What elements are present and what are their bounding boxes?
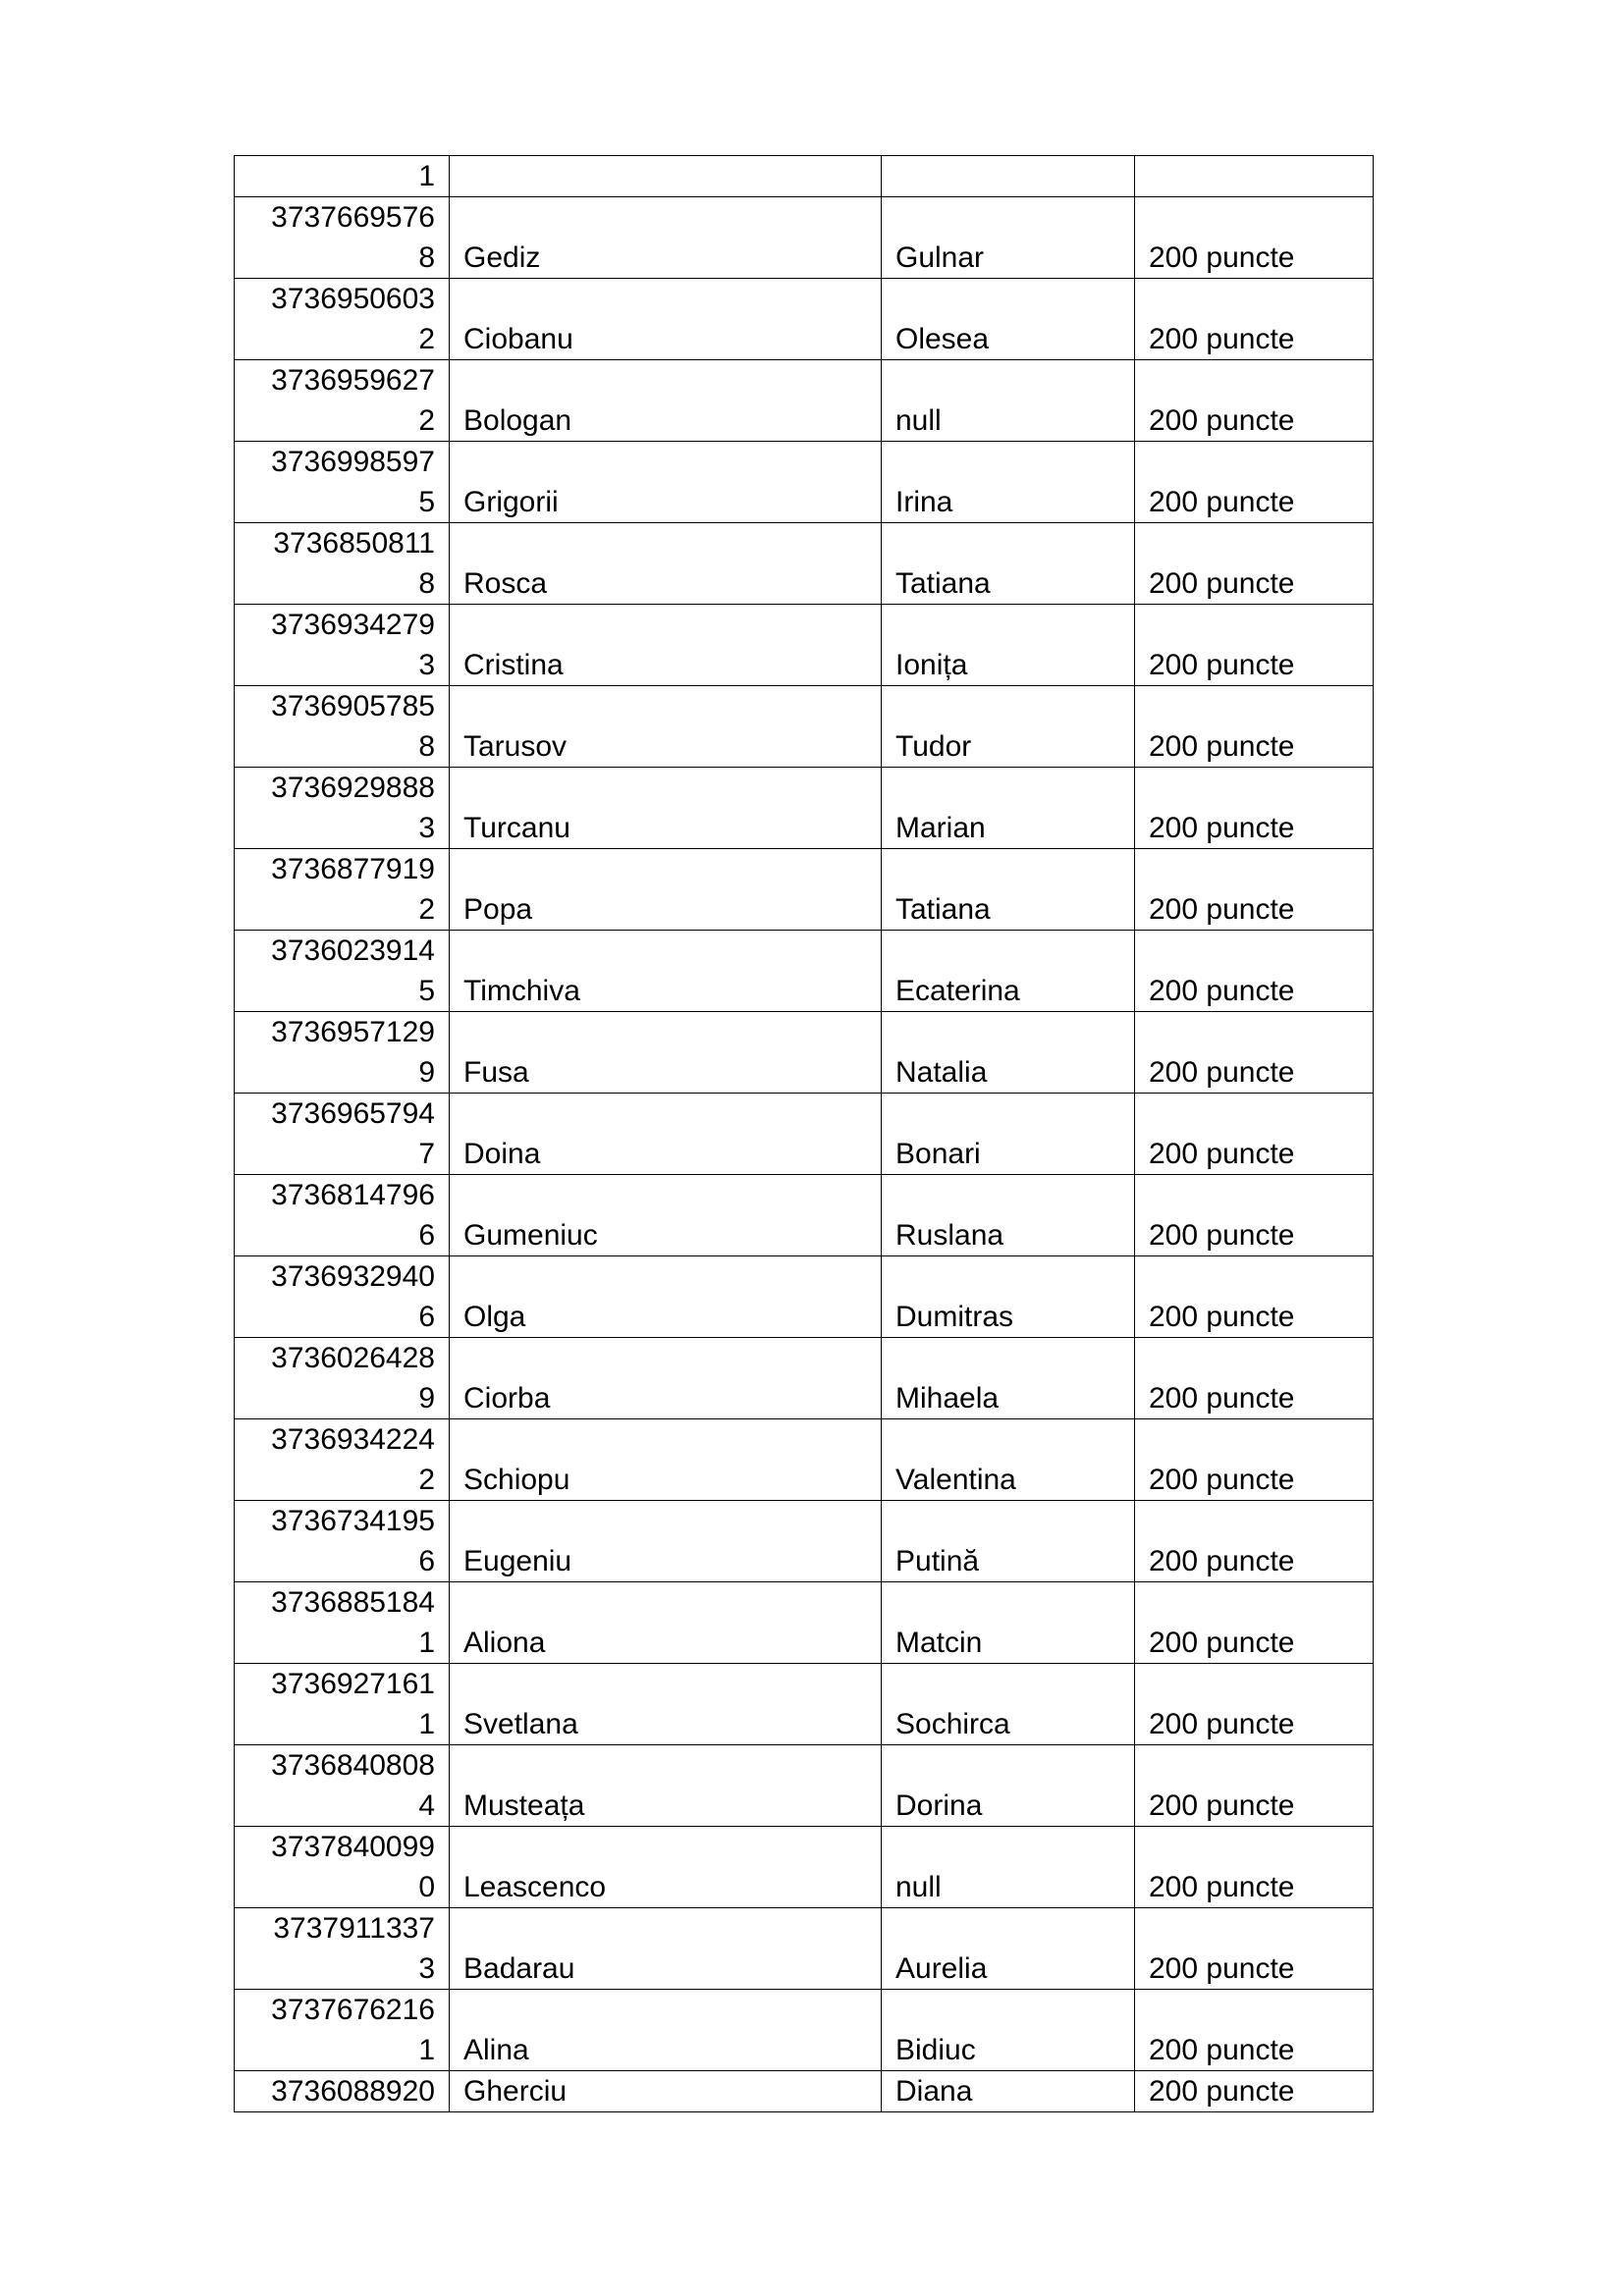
table-row — [235, 1827, 1374, 1908]
last-name-cell: Ciobanu — [450, 279, 882, 360]
last-name-cell: Doina — [450, 1094, 882, 1175]
first-name-cell: Tudor — [882, 686, 1135, 768]
phone-cell — [235, 523, 450, 605]
phone-part-2: 5 — [418, 975, 435, 1007]
table-row — [235, 1256, 1374, 1338]
table-row — [235, 1990, 1374, 2071]
phone-part-1: 3736927161 — [271, 1668, 435, 1700]
phone-part-2: 1 — [418, 1627, 435, 1659]
first-name-cell: Irina — [882, 442, 1135, 523]
points-cell: 200 puncte — [1135, 1094, 1374, 1175]
phone-part-1: 3736905785 — [271, 690, 435, 722]
points-cell — [1135, 156, 1374, 197]
first-name-cell: null — [882, 360, 1135, 442]
phone-cell — [235, 605, 450, 686]
phone-part-1: 3736885184 — [271, 1586, 435, 1619]
phone-part-1: 3736734195 — [271, 1505, 435, 1537]
phone-cell — [235, 197, 450, 279]
points-cell: 200 puncte — [1135, 1419, 1374, 1501]
last-name-cell: Gediz — [450, 197, 882, 279]
phone-part-1: 3736950603 — [271, 283, 435, 315]
phone-cell — [235, 849, 450, 931]
first-name-cell: Diana — [882, 2071, 1135, 2112]
phone-cell — [235, 1175, 450, 1256]
table-row — [235, 1664, 1374, 1745]
phone-part-1: 3736023914 — [271, 934, 435, 967]
phone-part-2: 3 — [418, 1952, 435, 1985]
table-row — [235, 1338, 1374, 1419]
phone-part-2: 5 — [418, 486, 435, 518]
phone-cell — [235, 1582, 450, 1664]
phone-cell — [235, 931, 450, 1012]
phone-cell — [235, 1664, 450, 1745]
phone-part-2: 3 — [418, 812, 435, 844]
first-name-cell: null — [882, 1827, 1135, 1908]
phone-cell — [235, 1908, 450, 1990]
first-name-cell: Tatiana — [882, 523, 1135, 605]
table-row — [235, 442, 1374, 523]
phone-part-2: 2 — [418, 893, 435, 926]
last-name-cell: Popa — [450, 849, 882, 931]
phone-part-2: 9 — [418, 1056, 435, 1089]
points-cell: 200 puncte — [1135, 442, 1374, 523]
last-name-cell: Aliona — [450, 1582, 882, 1664]
phone-part-2: 2 — [418, 404, 435, 437]
first-name-cell: Dumitras — [882, 1256, 1135, 1338]
phone-cell — [235, 1256, 450, 1338]
phone-part-2: 8 — [418, 730, 435, 763]
first-name-cell: Mihaela — [882, 1338, 1135, 1419]
phone-part-1: 3736026428 — [271, 1342, 435, 1374]
first-name-cell: Ionița — [882, 605, 1135, 686]
phone-cell — [235, 1827, 450, 1908]
last-name-cell — [450, 156, 882, 197]
phone-part-2: 0 — [418, 1871, 435, 1903]
table-row — [235, 1908, 1374, 1990]
phone-part-2: 9 — [418, 1382, 435, 1415]
first-name-cell: Bonari — [882, 1094, 1135, 1175]
first-name-cell: Ruslana — [882, 1175, 1135, 1256]
phone-part-1: 3736840808 — [271, 1749, 435, 1782]
points-cell: 200 puncte — [1135, 1256, 1374, 1338]
points-cell: 200 puncte — [1135, 1664, 1374, 1745]
points-cell: 200 puncte — [1135, 1582, 1374, 1664]
table-row — [235, 605, 1374, 686]
last-name-cell: Alina — [450, 1990, 882, 2071]
last-name-cell: Rosca — [450, 523, 882, 605]
table-row — [235, 931, 1374, 1012]
points-cell: 200 puncte — [1135, 1012, 1374, 1094]
table-row — [235, 2071, 1374, 2112]
last-name-cell: Svetlana — [450, 1664, 882, 1745]
table-row — [235, 1012, 1374, 1094]
phone-part-1: 3737669576 — [271, 201, 435, 234]
phone-part-1: 3737676216 — [271, 1994, 435, 2026]
last-name-cell: Turcanu — [450, 768, 882, 849]
phone-cell — [235, 1012, 450, 1094]
phone-cell — [235, 686, 450, 768]
phone-part-1: 3737840099 — [271, 1831, 435, 1863]
first-name-cell: Putină — [882, 1501, 1135, 1582]
points-cell: 200 puncte — [1135, 360, 1374, 442]
phone-cell — [235, 360, 450, 442]
first-name-cell: Gulnar — [882, 197, 1135, 279]
first-name-cell: Matcin — [882, 1582, 1135, 1664]
points-cell: 200 puncte — [1135, 197, 1374, 279]
phone-part-2: 6 — [418, 1545, 435, 1577]
phone-part-1: 3736877919 — [271, 853, 435, 885]
table-row — [235, 849, 1374, 931]
last-name-cell: Gherciu — [450, 2071, 882, 2112]
last-name-cell: Olga — [450, 1256, 882, 1338]
phone-cell: 3736088920 — [235, 2071, 450, 2112]
phone-part-2: 8 — [418, 241, 435, 274]
phone-part-1: 3736932940 — [271, 1260, 435, 1293]
table-row — [235, 523, 1374, 605]
phone-part-1: 3736957129 — [271, 1016, 435, 1048]
points-table-body — [235, 156, 1374, 2112]
first-name-cell: Aurelia — [882, 1908, 1135, 1990]
phone-part-1: 3736814796 — [271, 1179, 435, 1211]
phone-part-1: 3736965794 — [271, 1097, 435, 1130]
table-row — [235, 197, 1374, 279]
phone-cell: 1 — [235, 156, 450, 197]
table-row — [235, 279, 1374, 360]
first-name-cell: Tatiana — [882, 849, 1135, 931]
points-cell: 200 puncte — [1135, 1175, 1374, 1256]
first-name-cell: Natalia — [882, 1012, 1135, 1094]
phone-cell — [235, 1419, 450, 1501]
phone-part-2: 7 — [418, 1138, 435, 1170]
last-name-cell: Gumeniuc — [450, 1175, 882, 1256]
first-name-cell: Marian — [882, 768, 1135, 849]
points-cell: 200 puncte — [1135, 1908, 1374, 1990]
phone-cell — [235, 1745, 450, 1827]
last-name-cell: Badarau — [450, 1908, 882, 1990]
last-name-cell: Grigorii — [450, 442, 882, 523]
phone-part-2: 2 — [418, 1464, 435, 1496]
phone-part-2: 8 — [418, 567, 435, 600]
points-cell: 200 puncte — [1135, 2071, 1374, 2112]
phone-cell — [235, 1094, 450, 1175]
points-cell: 200 puncte — [1135, 279, 1374, 360]
first-name-cell: Valentina — [882, 1419, 1135, 1501]
phone-cell — [235, 442, 450, 523]
phone-part-1: 3736998597 — [271, 446, 435, 478]
phone-cell — [235, 1501, 450, 1582]
last-name-cell: Ciorba — [450, 1338, 882, 1419]
points-cell: 200 puncte — [1135, 1745, 1374, 1827]
last-name-cell: Schiopu — [450, 1419, 882, 1501]
first-name-cell: Olesea — [882, 279, 1135, 360]
phone-part-1: 3736959627 — [271, 364, 435, 397]
phone-part-1: 3736934279 — [271, 609, 435, 641]
phone-part-2: 1 — [418, 2034, 435, 2066]
points-cell: 200 puncte — [1135, 523, 1374, 605]
points-cell: 200 puncte — [1135, 931, 1374, 1012]
points-cell: 200 puncte — [1135, 849, 1374, 931]
last-name-cell: Bologan — [450, 360, 882, 442]
table-row — [235, 768, 1374, 849]
table-row — [235, 156, 1374, 197]
table-row — [235, 1582, 1374, 1664]
phone-cell — [235, 768, 450, 849]
phone-part-2: 6 — [418, 1219, 435, 1252]
points-cell: 200 puncte — [1135, 1990, 1374, 2071]
phone-part-1: 3737911337 — [273, 1912, 435, 1945]
phone-part-2: 1 — [418, 1708, 435, 1740]
last-name-cell: Tarusov — [450, 686, 882, 768]
first-name-cell: Dorina — [882, 1745, 1135, 1827]
first-name-cell — [882, 156, 1135, 197]
table-row — [235, 686, 1374, 768]
points-table — [234, 155, 1374, 2112]
last-name-cell: Leascenco — [450, 1827, 882, 1908]
phone-cell — [235, 1990, 450, 2071]
phone-cell — [235, 279, 450, 360]
points-cell: 200 puncte — [1135, 1827, 1374, 1908]
phone-cell — [235, 1338, 450, 1419]
first-name-cell: Bidiuc — [882, 1990, 1135, 2071]
table-row — [235, 360, 1374, 442]
last-name-cell: Eugeniu — [450, 1501, 882, 1582]
points-cell: 200 puncte — [1135, 605, 1374, 686]
first-name-cell: Sochirca — [882, 1664, 1135, 1745]
last-name-cell: Timchiva — [450, 931, 882, 1012]
table-row — [235, 1094, 1374, 1175]
points-cell: 200 puncte — [1135, 1501, 1374, 1582]
phone-part-1: 3736850811 — [273, 527, 435, 560]
table-row — [235, 1175, 1374, 1256]
points-cell: 200 puncte — [1135, 686, 1374, 768]
last-name-cell: Musteața — [450, 1745, 882, 1827]
table-row — [235, 1419, 1374, 1501]
phone-part-2: 4 — [418, 1789, 435, 1822]
points-cell: 200 puncte — [1135, 768, 1374, 849]
table-row — [235, 1745, 1374, 1827]
table-row — [235, 1501, 1374, 1582]
phone-part-1: 3736929888 — [271, 772, 435, 804]
phone-part-2: 2 — [418, 323, 435, 355]
last-name-cell: Cristina — [450, 605, 882, 686]
first-name-cell: Ecaterina — [882, 931, 1135, 1012]
last-name-cell: Fusa — [450, 1012, 882, 1094]
points-cell: 200 puncte — [1135, 1338, 1374, 1419]
phone-part-2: 6 — [418, 1301, 435, 1333]
phone-part-2: 3 — [418, 649, 435, 681]
phone-part-1: 3736934224 — [271, 1423, 435, 1456]
